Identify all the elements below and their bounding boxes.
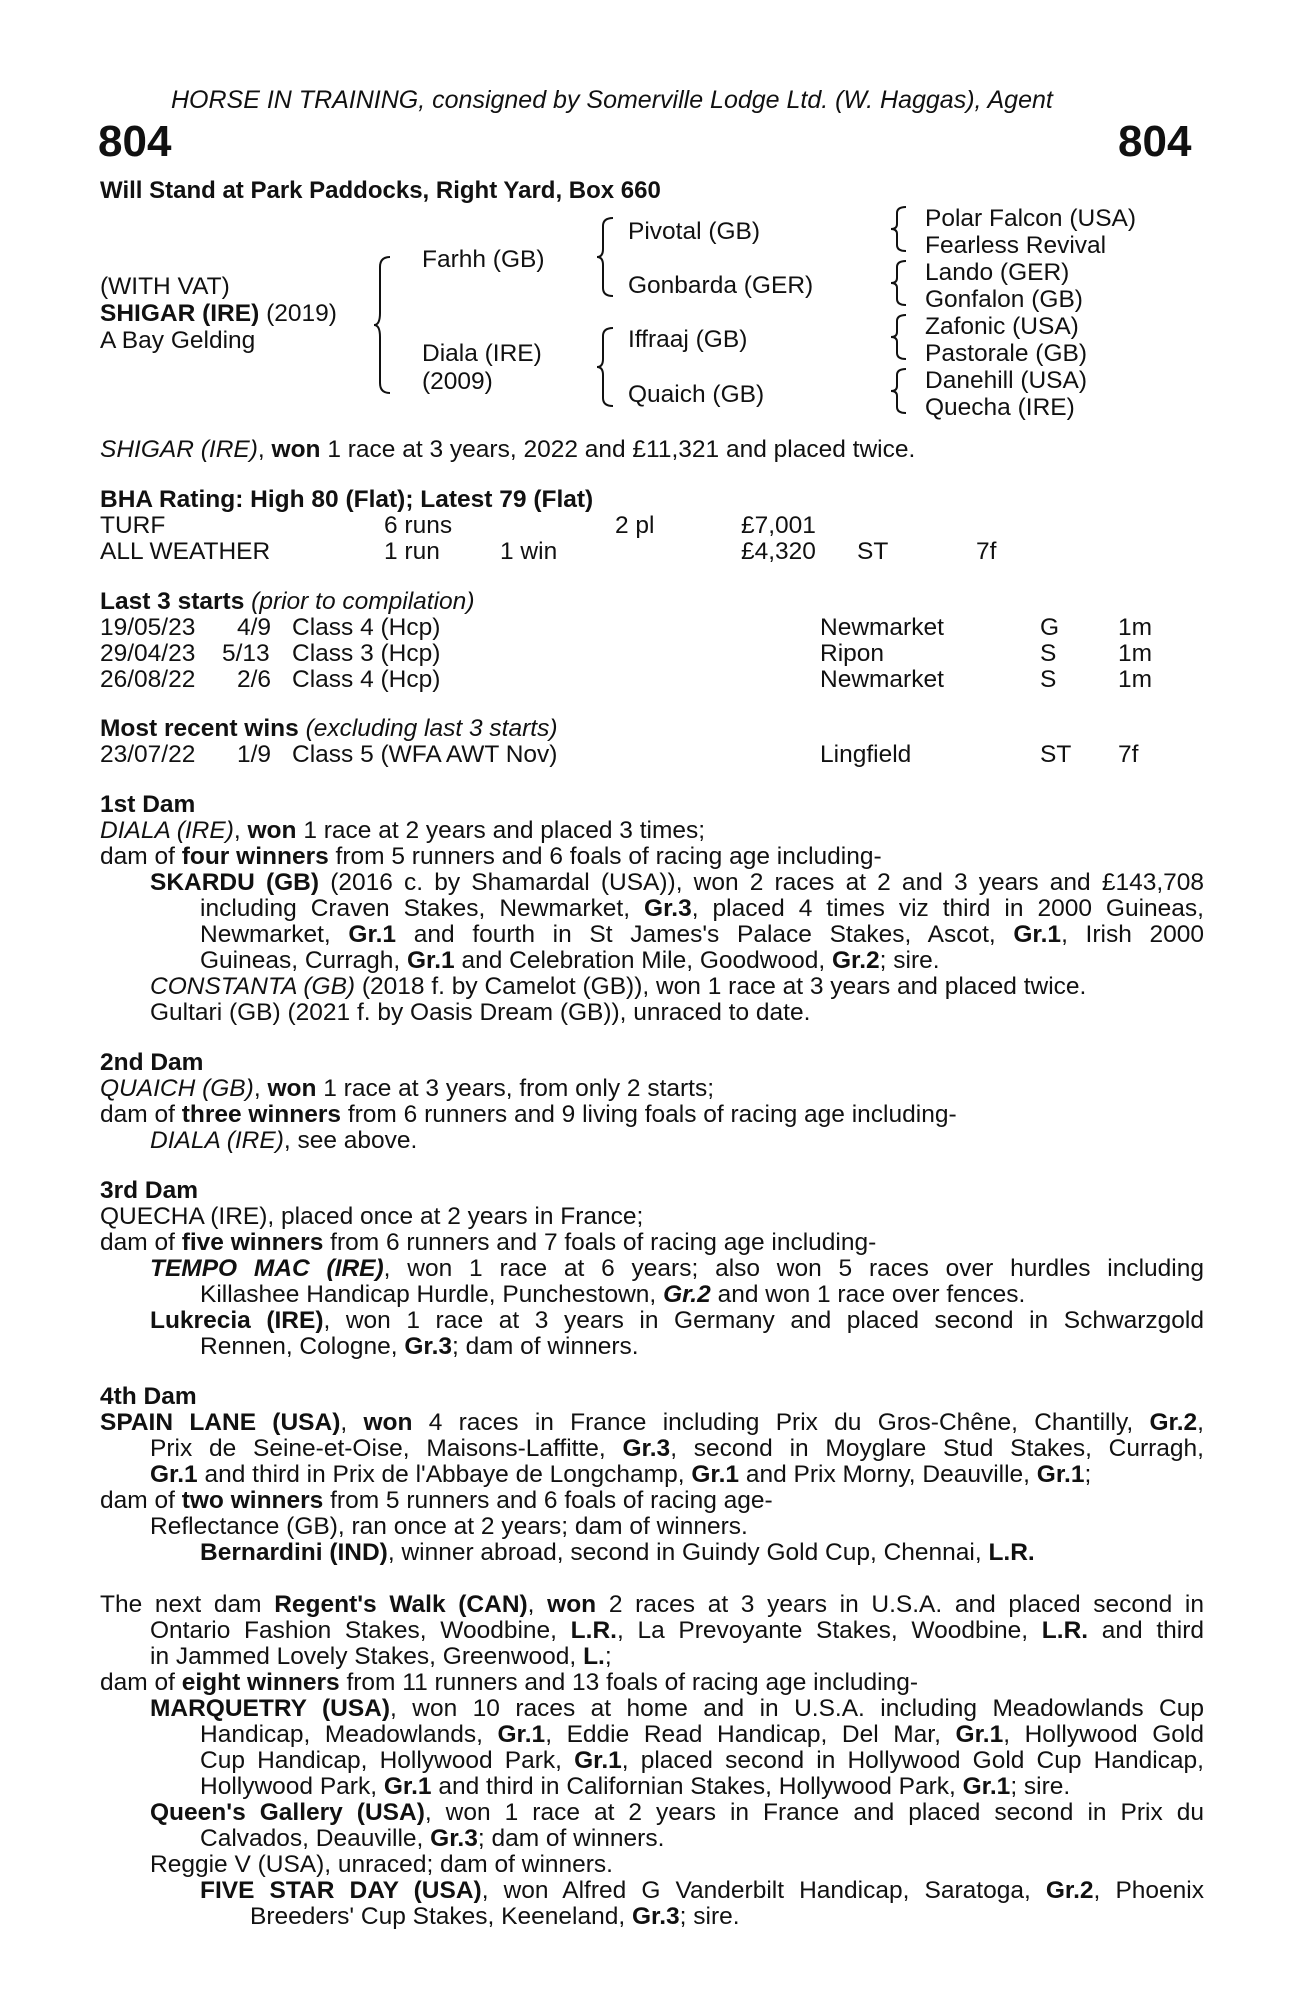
dam4-line2 — [100, 1489, 773, 1514]
dam-year: (2009) — [422, 368, 493, 395]
winners-count: four winners — [181, 843, 329, 870]
grade-label: Gr.2 — [1045, 1877, 1094, 1904]
progeny-text: Rennen, Cologne, — [200, 1333, 398, 1360]
tempo-line2 — [200, 1283, 1025, 1308]
progeny-text: Hollywood Park, — [200, 1773, 378, 1800]
grade-label: Gr.1 — [497, 1721, 546, 1748]
sire-dam: Gonbarda (GER) — [628, 272, 814, 299]
sire: Farhh (GB) — [422, 246, 545, 273]
grade-label: Gr.2 — [831, 947, 880, 974]
progeny-name: CONSTANTA (GB) — [150, 973, 356, 1000]
sire-dam-sire: Lando (GER) — [925, 259, 1070, 286]
run-race: Class 3 (Hcp) — [292, 640, 441, 667]
next-dam-text: in Jammed Lovely Stakes, Greenwood, — [150, 1643, 577, 1670]
run-race: Class 4 (Hcp) — [292, 614, 441, 641]
dam3-line1: QUECHA (IRE), placed once at 2 years in France; — [100, 1203, 644, 1230]
dam3-line2 — [100, 1231, 876, 1256]
progeny-name: SKARDU (GB) — [150, 869, 320, 896]
winners-count: five winners — [181, 1229, 324, 1256]
race-summary — [100, 438, 915, 463]
progeny-text: Guineas, Curragh, — [200, 947, 401, 974]
grade-label: L. — [583, 1643, 605, 1670]
horse-year: (2019) — [266, 300, 337, 327]
grade-label: L.R. — [1041, 1617, 1089, 1644]
dam2-line1 — [100, 1077, 714, 1102]
grade-label: Gr.1 — [691, 1461, 740, 1488]
progeny-text: , placed 4 times viz third in 2000 Guineas, — [691, 895, 1204, 922]
summary-sep: , — [257, 436, 265, 463]
dam4-text: , — [1197, 1409, 1204, 1436]
progeny-text: Killashee Handicap Hurdle, Punchestown, — [200, 1281, 657, 1308]
last3-heading — [100, 590, 474, 615]
run-going: ST — [1040, 741, 1072, 768]
rating-runs: 6 runs — [384, 512, 453, 539]
progeny-text: and fourth in St James's Palace Stakes, Ascot, — [413, 921, 996, 948]
dam2-won: won — [267, 1075, 317, 1102]
rating-going: ST — [857, 538, 889, 565]
skardu-line3 — [200, 923, 1204, 948]
grade-label: Gr.3 — [631, 1903, 680, 1930]
grade-label: Gr.1 — [150, 1461, 198, 1488]
dam1-heading: 1st Dam — [100, 791, 196, 818]
progeny-text: , Irish 2000 — [1061, 921, 1205, 948]
winners-detail: from 11 runners and 13 foals of racing age including- — [346, 1669, 919, 1696]
horse-name: SHIGAR (IRE) — [100, 300, 260, 327]
progeny-name: TEMPO MAC (IRE) — [150, 1255, 384, 1282]
reflectance-line: Reflectance (GB), ran once at 2 years; dam of winners. — [150, 1513, 748, 1540]
next-dam-line2 — [150, 1619, 1204, 1644]
rating-dist: 7f — [976, 538, 997, 565]
dam1-line2 — [100, 845, 882, 870]
brace-gen3-4 — [888, 367, 914, 415]
progeny-text: ; dam of winners. — [452, 1333, 639, 1360]
dam-of: dam of — [100, 1229, 175, 1256]
winners-count: eight winners — [181, 1669, 340, 1696]
progeny-text: (2016 c. by Shamardal (USA)), won 2 races at 2 and 3 years and £143,708 — [330, 869, 1205, 896]
grade-label: Gr.2 — [1149, 1409, 1198, 1436]
dam1-sep: , — [233, 817, 241, 844]
grade-label: Gr.3 — [404, 1333, 453, 1360]
dam1-line1 — [100, 819, 705, 844]
dam4-heading: 4th Dam — [100, 1383, 197, 1410]
progeny-text: (2018 f. by Camelot (GB)), won 1 race at 3 years and placed twice. — [361, 973, 1087, 1000]
run-dist: 1m — [1118, 640, 1153, 667]
queens-line2 — [200, 1827, 664, 1852]
next-dam-text: 2 races at 3 years in U.S.A. and placed second in — [608, 1591, 1204, 1618]
marquetry-line3 — [200, 1749, 1204, 1774]
fivestar-line1 — [200, 1879, 1204, 1904]
run-going: G — [1040, 614, 1060, 641]
progeny-text: and won 1 race over fences. — [717, 1281, 1026, 1308]
dam: Diala (IRE) — [422, 340, 542, 367]
next-dam-won: won — [547, 1591, 597, 1618]
marquetry-line2 — [200, 1723, 1204, 1748]
dam4-name: SPAIN LANE (USA) — [100, 1409, 341, 1436]
winners-detail: from 6 runners and 9 living foals of racing age including- — [347, 1101, 957, 1128]
progeny-text: , winner abroad, second in Guindy Gold Cup, Chennai, — [387, 1539, 982, 1566]
run-position: 4/9 — [237, 614, 272, 641]
dam2-line2 — [100, 1103, 957, 1128]
rating-wins: 1 win — [500, 538, 558, 565]
next-dam-sep: , — [527, 1591, 535, 1618]
run-course: Newmarket — [820, 666, 944, 693]
run-date: 23/07/22 — [100, 741, 196, 768]
run-course: Newmarket — [820, 614, 944, 641]
recent-title: Most recent wins — [100, 715, 299, 742]
grade-label: Gr.1 — [962, 1773, 1011, 1800]
skardu-line1 — [150, 871, 1204, 896]
progeny-text: ; sire. — [679, 1903, 740, 1930]
progeny-text: , Hollywood Gold — [1003, 1721, 1204, 1748]
summary-horse-name: SHIGAR (IRE) — [100, 436, 258, 463]
run-course: Lingfield — [820, 741, 912, 768]
progeny-text: Breeders' Cup Stakes, Keeneland, — [250, 1903, 626, 1930]
run-date: 19/05/23 — [100, 614, 196, 641]
skardu-line4 — [200, 949, 940, 974]
dam1-rest: 1 race at 2 years and placed 3 times; — [303, 817, 706, 844]
dam2-line3 — [150, 1129, 417, 1154]
dam-sire-sire: Zafonic (USA) — [925, 313, 1079, 340]
brace-gen3-1 — [888, 205, 914, 253]
dam-dam-dam: Quecha (IRE) — [925, 394, 1075, 421]
horse-description: A Bay Gelding — [100, 327, 256, 354]
sire-sire-dam: Fearless Revival — [925, 232, 1107, 259]
next-dam-text: Ontario Fashion Stakes, Woodbine, — [150, 1617, 557, 1644]
bernardini-line — [200, 1541, 1035, 1566]
constanta-line — [150, 975, 1086, 1000]
dam-dam-sire: Danehill (USA) — [925, 367, 1088, 394]
progeny-text: , placed second in Hollywood Gold Cup Handicap, — [621, 1747, 1204, 1774]
next-dam-line1 — [100, 1593, 1204, 1618]
spain-line1 — [100, 1411, 1204, 1436]
progeny-text: Newmarket, — [200, 921, 331, 948]
rating-surface: ALL WEATHER — [100, 538, 271, 565]
dam4-text: Prix de Seine-et-Oise, Maisons-Laffitte, — [150, 1435, 606, 1462]
lot-number-left: 804 — [98, 117, 172, 166]
next-dam-text: and third — [1101, 1617, 1205, 1644]
progeny-text: Cup Handicap, Hollywood Park, — [200, 1747, 562, 1774]
grade-label: Gr.2 — [663, 1281, 711, 1308]
progeny-text: Handicap, Meadowlands, — [200, 1721, 483, 1748]
rating-surface: TURF — [100, 512, 166, 539]
next-dam-text: ; — [604, 1643, 612, 1670]
run-dist: 1m — [1118, 666, 1153, 693]
dam-sire: Iffraaj (GB) — [628, 326, 748, 353]
grade-label: Gr.1 — [383, 1773, 432, 1800]
progeny-text: , Eddie Read Handicap, Del Mar, — [545, 1721, 941, 1748]
winners-count: two winners — [181, 1487, 324, 1514]
dam1-name: DIALA (IRE) — [100, 817, 234, 844]
rating-prize: £7,001 — [741, 512, 816, 539]
brace-horse — [372, 255, 402, 395]
gultari-line: Gultari (GB) (2021 f. by Oasis Dream (GB)), unraced to date. — [150, 999, 811, 1026]
progeny-text: ; dam of winners. — [477, 1825, 665, 1852]
horse-title — [100, 302, 337, 327]
grade-label: Gr.3 — [430, 1825, 478, 1852]
dam4-text: and third in Prix de l'Abbaye de Longchamp, — [204, 1461, 685, 1488]
sire-sire: Pivotal (GB) — [628, 218, 761, 245]
lukrecia-line2 — [200, 1335, 639, 1360]
last3-note: (prior to compilation) — [251, 588, 475, 615]
fivestar-line2 — [250, 1905, 740, 1930]
run-course: Ripon — [820, 640, 885, 667]
dam4-text: 4 races in France including Prix du Gros-Chêne, Chantilly, — [428, 1409, 1134, 1436]
next-dam-line3 — [150, 1645, 612, 1670]
dam4-text: ; — [1084, 1461, 1092, 1488]
grade-label: Gr.1 — [574, 1747, 622, 1774]
brace-dam — [595, 326, 625, 408]
progeny-text: , Phoenix — [1093, 1877, 1204, 1904]
last3-title: Last 3 starts — [100, 588, 245, 615]
progeny-text: including Craven Stakes, Newmarket, — [200, 895, 631, 922]
winners-detail: from 5 runners and 6 foals of racing age- — [330, 1487, 773, 1514]
vat-label: (WITH VAT) — [100, 273, 230, 300]
dam-sire-dam: Pastorale (GB) — [925, 340, 1088, 367]
next-dam-line4 — [100, 1671, 918, 1696]
progeny-text: , won 1 race at 2 years in France and placed second in Prix du — [424, 1799, 1204, 1826]
dam3-heading: 3rd Dam — [100, 1177, 199, 1204]
spain-line3 — [150, 1463, 1091, 1488]
progeny-text: , won 1 race at 6 years; also won 5 races over hurdles including — [383, 1255, 1205, 1282]
sire-dam-dam: Gonfalon (GB) — [925, 286, 1083, 313]
dam-of: dam of — [100, 1101, 175, 1128]
progeny-text: Calvados, Deauville, — [200, 1825, 424, 1852]
dam2-sep: , — [253, 1075, 261, 1102]
dam2-rest: 1 race at 3 years, from only 2 starts; — [323, 1075, 715, 1102]
rating-runs: 1 run — [384, 538, 440, 565]
grade-label: L.R. — [570, 1617, 617, 1644]
progeny-name: FIVE STAR DAY (USA) — [200, 1877, 482, 1904]
dam-of: dam of — [100, 1487, 175, 1514]
progeny-name: MARQUETRY (USA) — [150, 1695, 391, 1722]
progeny-text: , see above. — [283, 1127, 418, 1154]
dam2-name: QUAICH (GB) — [100, 1075, 254, 1102]
dam-of: dam of — [100, 843, 175, 870]
run-position: 2/6 — [237, 666, 272, 693]
bha-rating-heading: BHA Rating: High 80 (Flat); Latest 79 (Flat) — [100, 486, 594, 513]
run-date: 29/04/23 — [100, 640, 196, 667]
summary-rest: 1 race at 3 years, 2022 and £11,321 and placed twice. — [327, 436, 916, 463]
grade-label: Gr.1 — [1013, 921, 1062, 948]
skardu-line2 — [200, 897, 1204, 922]
spain-line2 — [150, 1437, 1204, 1462]
rating-placed: 2 pl — [615, 512, 655, 539]
summary-won: won — [271, 436, 321, 463]
brace-sire — [595, 216, 625, 298]
grade-label: Gr.1 — [348, 921, 397, 948]
sire-sire-sire: Polar Falcon (USA) — [925, 205, 1137, 232]
winners-detail: from 6 runners and 7 foals of racing age including- — [330, 1229, 877, 1256]
progeny-text: ; sire. — [879, 947, 940, 974]
progeny-text: , won 10 races at home and in U.S.A. including Meadowlands Cup — [390, 1695, 1204, 1722]
progeny-text: and third in Californian Stakes, Hollywood Park, — [438, 1773, 956, 1800]
recent-wins-heading — [100, 717, 557, 742]
dam1-won: won — [247, 817, 297, 844]
dam2-heading: 2nd Dam — [100, 1049, 204, 1076]
progeny-text: ; sire. — [1010, 1773, 1071, 1800]
lukrecia-line1 — [150, 1309, 1204, 1334]
winners-detail: from 5 runners and 6 foals of racing age including- — [335, 843, 882, 870]
tempo-line1 — [150, 1257, 1204, 1282]
run-dist: 7f — [1118, 741, 1139, 768]
marquetry-line1 — [150, 1697, 1204, 1722]
location-line: Will Stand at Park Paddocks, Right Yard, Box 660 — [100, 177, 661, 204]
queens-line1 — [150, 1801, 1204, 1826]
next-dam-intro: The next dam — [100, 1591, 262, 1618]
next-dam-text: , La Prevoyante Stakes, Woodbine, — [616, 1617, 1029, 1644]
progeny-text: and Celebration Mile, Goodwood, — [461, 947, 826, 974]
run-dist: 1m — [1118, 614, 1153, 641]
brace-gen3-3 — [888, 313, 914, 361]
run-going: S — [1040, 666, 1057, 693]
grade-label: Gr.1 — [955, 1721, 1004, 1748]
lot-number-right: 804 — [1118, 117, 1192, 166]
grade-label: L.R. — [988, 1539, 1035, 1566]
run-position: 5/13 — [222, 640, 270, 667]
progeny-name: Bernardini (IND) — [200, 1539, 388, 1566]
recent-note: (excluding last 3 starts) — [305, 715, 558, 742]
dam4-won: won — [363, 1409, 413, 1436]
progeny-text: , won 1 race at 3 years in Germany and placed second in Schwarzgold — [323, 1307, 1204, 1334]
run-going: S — [1040, 640, 1057, 667]
run-race: Class 5 (WFA AWT Nov) — [292, 741, 558, 768]
grade-label: Gr.3 — [644, 895, 692, 922]
marquetry-line4 — [200, 1775, 1070, 1800]
progeny-name: Queen's Gallery (USA) — [150, 1799, 425, 1826]
progeny-name: Lukrecia (IRE) — [150, 1307, 324, 1334]
winners-count: three winners — [181, 1101, 342, 1128]
progeny-name: DIALA (IRE) — [150, 1127, 284, 1154]
rating-prize: £4,320 — [741, 538, 816, 565]
dam-of: dam of — [100, 1669, 175, 1696]
dam-dam: Quaich (GB) — [628, 381, 765, 408]
dam4-text: and Prix Morny, Deauville, — [745, 1461, 1030, 1488]
grade-label: Gr.1 — [1036, 1461, 1085, 1488]
consignment-line: HORSE IN TRAINING, consigned by Somerville Lodge Ltd. (W. Haggas), Agent — [171, 86, 1053, 114]
next-dam-name: Regent's Walk (CAN) — [274, 1591, 528, 1618]
brace-gen3-2 — [888, 259, 914, 307]
run-position: 1/9 — [237, 741, 272, 768]
reggie-line: Reggie V (USA), unraced; dam of winners. — [150, 1851, 613, 1878]
dam4-sep: , — [340, 1409, 348, 1436]
grade-label: Gr.3 — [622, 1435, 671, 1462]
grade-label: Gr.1 — [407, 947, 455, 974]
run-race: Class 4 (Hcp) — [292, 666, 441, 693]
run-date: 26/08/22 — [100, 666, 196, 693]
dam4-text: , second in Moyglare Stud Stakes, Curragh, — [670, 1435, 1204, 1462]
progeny-text: , won Alfred G Vanderbilt Handicap, Saratoga, — [481, 1877, 1031, 1904]
